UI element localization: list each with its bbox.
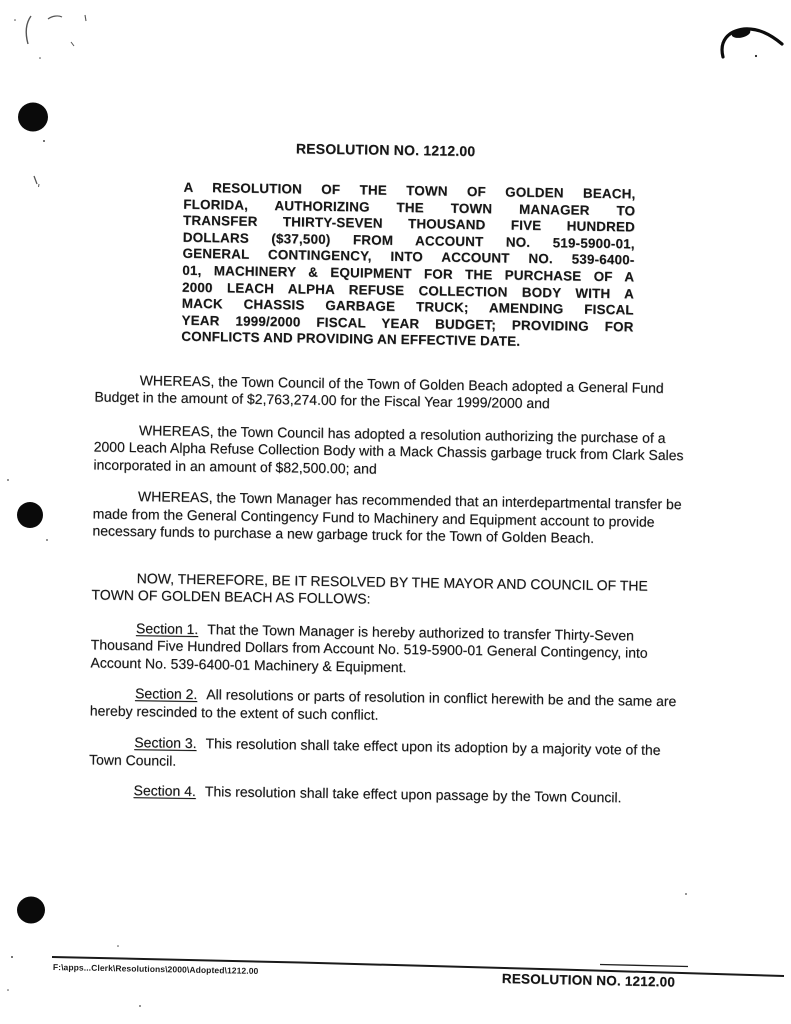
section-1-label: Section 1. (135, 620, 199, 637)
resolved-clause: NOW, THEREFORE, BE IT RESOLVED BY THE MAYOR AND COUNCIL OF THE TOWN OF GOLDEN BEACH AS FOLLOWS: (91, 570, 648, 608)
section-4-paragraph (88, 782, 678, 808)
pen-mark-top-right (722, 27, 782, 58)
section-3-text: This resolution shall take effect upon its adoption by a majority vote of the Town Council. (88, 735, 661, 769)
resolution-title: RESOLUTION NO. 1212.00 (295, 140, 476, 160)
heading-line: DOLLARS ($37,500) FROM ACCOUNT NO. 519-5900-01, (182, 229, 635, 252)
heading-line: 01, MACHINERY & EQUIPMENT FOR THE PURCHASE OF A (182, 262, 635, 285)
section-3-label: Section 3. (134, 734, 197, 752)
section-1-text: That the Town Manager is hereby authorized to transfer Thirty-Seven Thousand Five Hundred Dollars from Account No. 519-5900-01 General Contingency, into Account No. 539-6400-01 Machinery & Equipment. (90, 621, 648, 676)
section-4-label: Section 4. (133, 782, 196, 800)
heading-line: MACK CHASSIS GARBAGE TRUCK; AMENDING FISCAL (181, 295, 634, 318)
footer-resolution-ref: RESOLUTION NO. 1212.00 (501, 971, 676, 990)
heading-line: TRANSFER THIRTY-SEVEN THOUSAND FIVE HUNDRED (182, 212, 636, 235)
heading-line: A RESOLUTION OF THE TOWN OF GOLDEN BEACH, (183, 179, 636, 202)
hole-punch-top (18, 103, 48, 132)
footer-rule-echo (600, 965, 688, 967)
hole-punch-bottom (17, 897, 45, 924)
whereas-paragraph-1: WHEREAS, the Town Council of the Town of Golden Beach adopted a General Fund Budget in the amount of $2,763,274.00 for the Fiscal Year 1999/2000 and (94, 372, 664, 412)
resolution-heading-block (181, 180, 635, 353)
section-1-paragraph (90, 619, 681, 680)
heading-line: CONFLICTS AND PROVIDING AN EFFECTIVE DATE. (181, 329, 521, 350)
section-4-text: This resolution shall take effect upon passage by the Town Council. (204, 783, 622, 806)
section-2-label: Section 2. (134, 685, 198, 703)
heading-line: FLORIDA, AUTHORIZING THE TOWN MANAGER TO (183, 196, 636, 219)
section-2-paragraph (90, 685, 680, 729)
heading-line: YEAR 1999/2000 FISCAL YEAR BUDGET; PROVIDING FOR (181, 312, 634, 335)
section-3-paragraph (89, 734, 679, 778)
heading-line: GENERAL CONTINGENCY, INTO ACCOUNT NO. 539-6400- (182, 246, 635, 268)
section-2-text: All resolutions or parts of resolution in conflict herewith be and the same are hereby rescinded to the extent of such conflict. (89, 686, 677, 723)
whereas-paragraph-2: WHEREAS, the Town Council has adopted a resolution authorizing the purchase of a 2000 Leach Alpha Refuse Collection Body with a Mack Chassis garbage truck from Clark Sales incorporated in an amount of $82,500.00; and (93, 422, 684, 477)
resolution-document (0, 136, 791, 810)
whereas-paragraph-3: WHEREAS, the Town Manager has recommended that an interdepartmental transfer be made from the General Contingency Fund to Machinery and Equipment account to provide necessary funds to purchase a new garbage truck for the Town of Golden Beach. (92, 488, 682, 547)
footer-file-path: F:\apps...Clerk\Resolutions\2000\Adopted\1212.00 (52, 962, 259, 976)
heading-line: 2000 LEACH ALPHA REFUSE COLLECTION BODY WITH A (181, 279, 635, 302)
